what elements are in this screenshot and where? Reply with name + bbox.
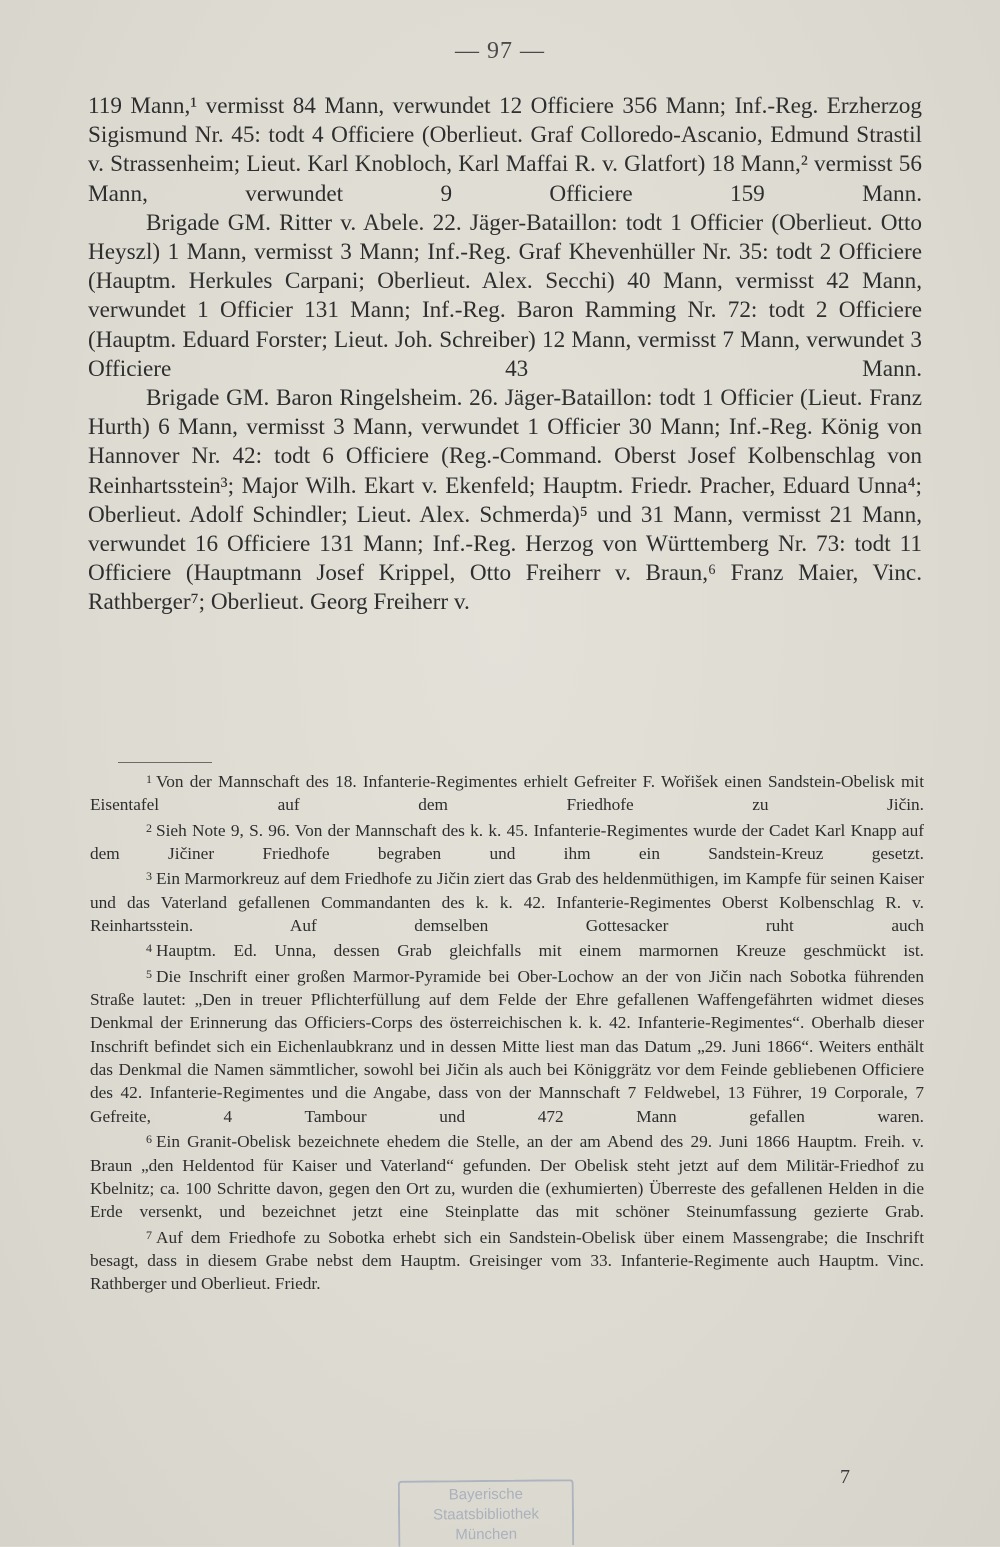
paragraph: Brigade GM. Ritter v. Abele. 22. Jäger-Bataillon: todt 1 Officier (Oberlieut. Otto Heyszl) 1 Mann, vermisst 3 Mann; Inf.-Reg. Graf Khevenhüller Nr. 35: todt 2 Officiere (Hauptm. Herkules Carpani; Oberlieut. Alex. Secchi) 40 Mann, vermisst 42 Mann, verwundet 1 Officier 131 Mann; Inf.-Reg. Baron Ramming Nr. 72: todt 2 Officiere (Hauptm. Eduard Forster; Lieut. Joh. Schreiber) 12 Mann, vermisst 7 Mann, verwundet 3 Officiere 43 Mann.: [88, 209, 922, 382]
footnote: [90, 817, 924, 866]
footnotes: [90, 768, 924, 1296]
main-text: [88, 92, 922, 618]
paragraph: Brigade GM. Baron Ringelsheim. 26. Jäger-Bataillon: todt 1 Officier (Lieut. Franz Hurth) 6 Mann, vermisst 3 Mann, verwundet 1 Officier 30 Mann; Inf.-Reg. König von Hannover Nr. 42: todt 6 Officiere (Reg.-Command. Oberst Josef Kolbenschlag von Reinhartsstein³; Major Wilh. Ekart v. Ekenfeld; Hauptm. Friedr. Pracher, Eduard Unna⁴; Oberlieut. Adolf Schindler; Lieut. Alex. Schmerda)⁵ und 31 Mann, vermisst 21 Mann, verwundet 16 Officiere 131 Mann; Inf.-Reg. Herzog von Württemberg Nr. 73: todt 11 Officiere (Hauptmann Josef Krippel, Otto Freiherr v. Braun,⁶ Franz Maier, Vinc. Rathberger⁷; Oberlieut. Georg Freiherr v.: [88, 385, 922, 616]
footnote-text: Hauptm. Ed. Unna, dessen Grab gleichfalls mit einem marmornen Kreuze geschmückt ist.: [156, 941, 924, 961]
footnote-number: 7: [146, 1227, 152, 1242]
paragraph: 119 Mann,¹ vermisst 84 Mann, verwundet 12 Officiere 356 Mann; Inf.-Reg. Erzherzog Sigismund Nr. 45: todt 4 Officiere (Oberlieut. Graf Colloredo-Ascanio, Edmund Strastil v. Strassenheim; Lieut. Karl Knobloch, Karl Maffai R. v. Glatfort) 18 Mann,² vermisst 56 Mann, verwundet 9 Officiere 159 Mann.: [88, 93, 922, 207]
footnote-number: 5: [146, 966, 152, 981]
footnote: [90, 1128, 924, 1223]
footnote-text: Sieh Note 9, S. 96. Von der Mannschaft des k. k. 45. Infanterie-Regimentes wurde der Cadet Karl Knapp auf dem Jičiner Friedhofe begraben und ihm ein Sandstein-Kreuz gesetzt.: [90, 820, 924, 864]
footnote-number: 2: [146, 820, 152, 835]
footnote-text: Von der Mannschaft des 18. Infanterie-Regimentes erhielt Gefreiter F. Wořišek einen Sandstein-Obelisk mit Eisentafel auf dem Friedhofe zu Jičin.: [90, 772, 924, 815]
library-stamp: [398, 1479, 575, 1547]
footnote-number: 1: [146, 772, 152, 786]
footnote: [90, 937, 924, 962]
page-number: — 97 —: [455, 38, 545, 64]
footnote-number: 3: [146, 869, 152, 884]
footnote-text: Auf dem Friedhofe zu Sobotka erhebt sich ein Sandstein-Obelisk über einem Massengrabe; die Inschrift besagt, dass in diesem Grabe nebst dem Hauptm. Greisinger vom 33. Infanterie-Regimente auch Hauptm. Vinc. Rathberger und Oberlieut. Friedr.: [90, 1227, 924, 1294]
footnote-text: Ein Granit-Obelisk bezeichnete ehedem die Stelle, an der am Abend des 29. Juni 1866 Hauptm. Freih. v. Braun „den Heldentod für Kaiser und Vaterland“ gefunden. Der Obelisk steht jetzt auf dem Militär-Friedhof zu Kbelnitz; ca. 100 Schritte davon, gegen den Ort zu, wurden die (exhumierten) Überreste des gefallenen Helden in die Erde versenkt, und bezeichnet jetzt eine Steinplatte das mit schöner Steinumfassung gezierte Grab.: [90, 1132, 924, 1222]
footnote: [90, 865, 924, 937]
footnote: [90, 1224, 924, 1296]
stamp-line: Bayerische: [448, 1485, 524, 1504]
footnote-text: Die Inschrift einer großen Marmor-Pyramide bei Ober-Lochow an der von Jičin nach Sobotka führenden Straße lautet: „Den in treuer Pflichterfüllung auf dem Felde der Ehre gefallenen Waffengefährten widmet dieses Denkmal der Erinnerung das Officiers-Corps des österreichischen k. k. 42. Infanterie-Regimentes“. Oberhalb dieser Inschrift befindet sich ein Eichenlaubkranz und in dessen Mitte liest man das Datum „29. Juni 1866“. Weiters enthält das Denkmal die Namen sämmtlicher, sowohl bei Jičin als auch bei Königgrätz vor dem Feinde gebliebenen Officiere des 42. Infanterie-Regimentes und die Angabe, dass von der Mannschaft 7 Feldwebel, 13 Führer, 19 Corporale, 7 Gefreite, 4 Tambour und 472 Mann gefallen waren.: [90, 966, 924, 1126]
footnote-divider: [118, 762, 212, 763]
signature-mark: 7: [840, 1466, 850, 1488]
footnote: [90, 963, 924, 1128]
stamp-line: Staatsbibliothek: [432, 1505, 540, 1524]
footnote-number: 6: [146, 1132, 152, 1147]
footnote-text: Ein Marmorkreuz auf dem Friedhofe zu Jičin ziert das Grab des heldenmüthigen, im Kampfe für seinen Kaiser und das Vaterland gefallenen Commandanten des k. k. 42. Infanterie-Regimentes Oberst Kolbenschlag R. v. Reinhartsstein. Auf demselben Gottesacker ruht auch: [90, 869, 924, 936]
footnote-number: 4: [146, 941, 152, 956]
footnote: [90, 768, 924, 817]
stamp-line: München: [455, 1525, 518, 1544]
